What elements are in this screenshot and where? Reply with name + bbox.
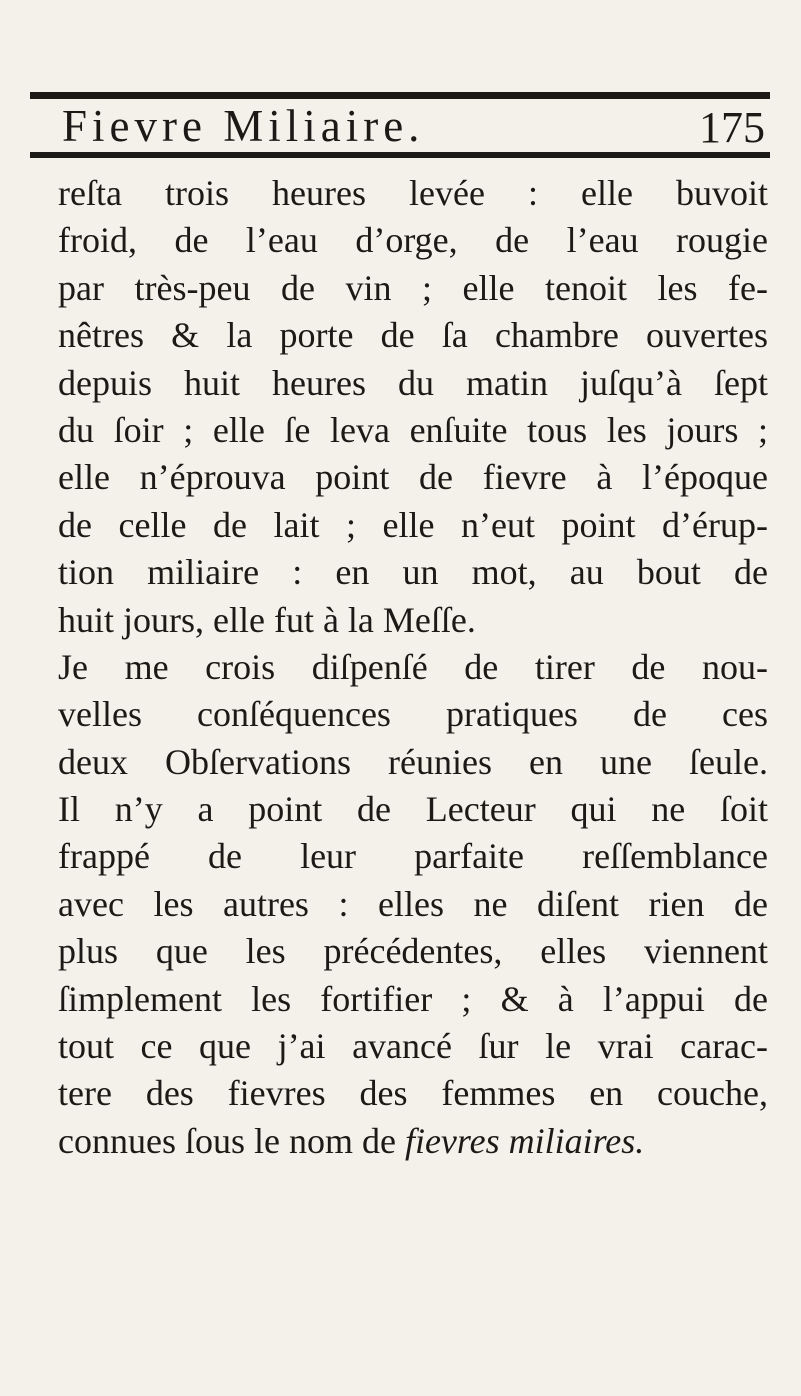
- page-number: 175: [699, 103, 765, 152]
- text-line: avec les autres : elles ne diſent rien de: [58, 883, 768, 924]
- text-line: par très-peu de vin ; elle tenoit les fe-: [58, 267, 768, 308]
- running-head: [62, 100, 765, 152]
- text-line: ſimplement les fortifier ; & à l’appui de: [58, 978, 768, 1019]
- text-line: velles conſéquences pratiques de ces: [58, 694, 768, 735]
- header-rule-top: [30, 92, 770, 99]
- text-line: tere des fievres des femmes en couche,: [58, 1073, 768, 1114]
- text-line: huit jours, elle fut à la Meſſe.: [58, 599, 476, 640]
- header-rule-bottom: [30, 152, 770, 158]
- text-line: nêtres & la porte de ſa chambre ouvertes: [58, 315, 768, 356]
- text-line: froid, de l’eau d’orge, de l’eau rougie: [58, 220, 768, 261]
- running-head-title: Fievre Miliaire.: [62, 101, 425, 151]
- final-line-prefix: connues ſous le nom de: [58, 1120, 405, 1161]
- text-line: du ſoir ; elle ſe leva enſuite tous les jours ;: [58, 409, 768, 450]
- text-line: tion miliaire : en un mot, au bout de: [58, 552, 768, 593]
- text-line: deux Obſervations réunies en une ſeule.: [58, 741, 768, 782]
- text-line: plus que les précédentes, elles viennent: [58, 931, 768, 972]
- text-line: Il n’y a point de Lecteur qui ne ſoit: [58, 789, 768, 830]
- italic-term: fievres miliaires.: [404, 1120, 645, 1161]
- body-text: [58, 170, 768, 1165]
- text-line: de celle de lait ; elle n’eut point d’érup-: [58, 504, 768, 545]
- text-line: reſta trois heures levée : elle buvoit: [58, 173, 768, 213]
- text-line-final: [58, 1118, 768, 1165]
- text-line: elle n’éprouva point de fievre à l’époque: [58, 457, 768, 498]
- text-line: tout ce que j’ai avancé ſur le vrai carac-: [58, 1026, 768, 1067]
- text-line: Je me crois diſpenſé de tirer de nou-: [58, 646, 768, 687]
- text-line: frappé de leur parfaite reſſemblance: [58, 836, 768, 877]
- text-line: depuis huit heures du matin juſqu’à ſept: [58, 362, 768, 403]
